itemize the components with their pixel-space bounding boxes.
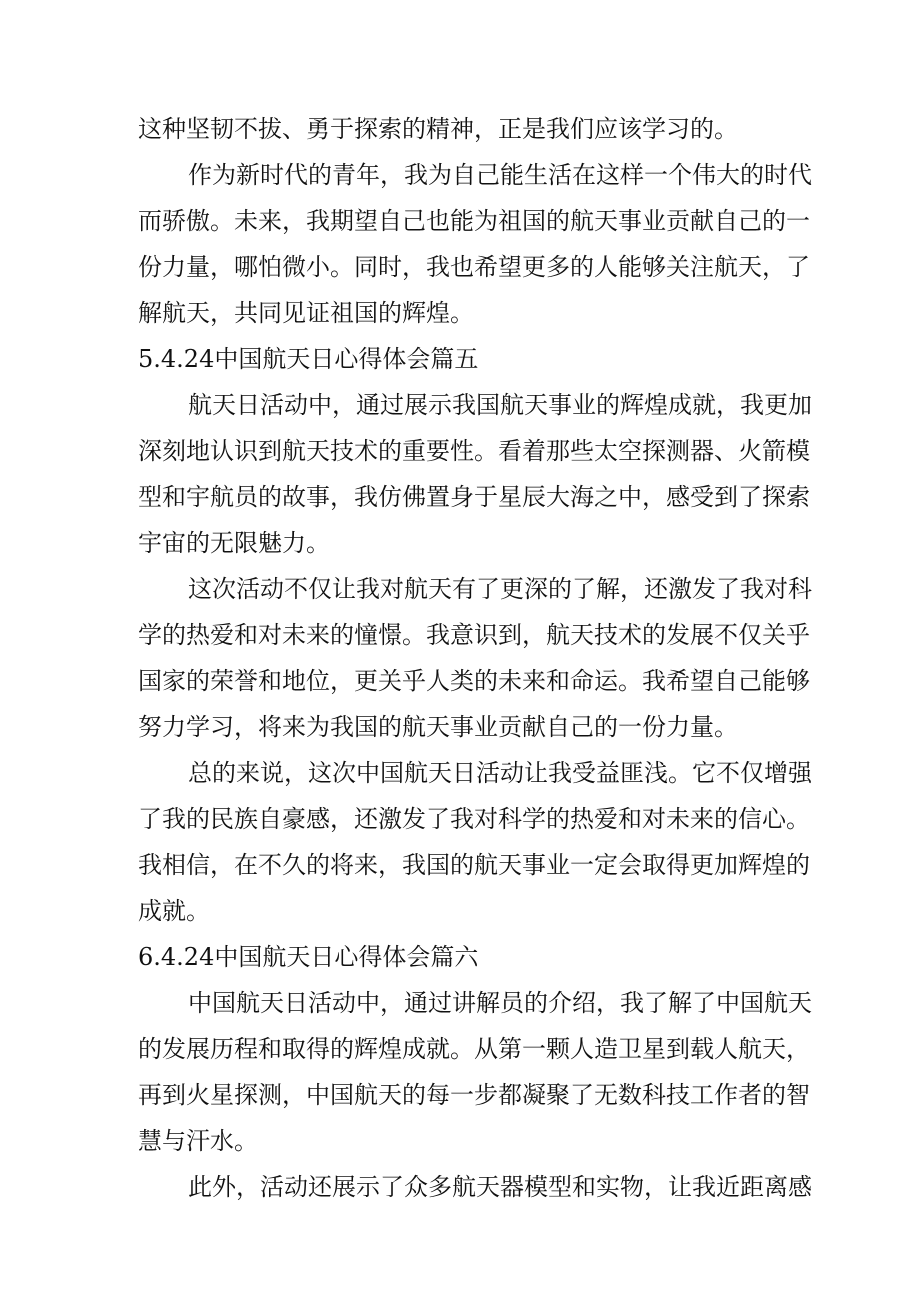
paragraph bbox=[138, 750, 812, 934]
text-line: 成就。 bbox=[138, 897, 210, 925]
text-line: 解航天，共同见证祖国的辉煌。 bbox=[138, 299, 474, 327]
heading-text: 5.4.24中国航天日心得体会篇五 bbox=[138, 345, 479, 373]
text-line: 国家的荣誉和地位，更关乎人类的未来和命运。我希望自己能够 bbox=[138, 667, 810, 695]
text-line: 作为新时代的青年，我为自己能生活在这样一个伟大的时代 bbox=[188, 161, 812, 189]
section-heading bbox=[138, 336, 788, 382]
text-line: 而骄傲。未来，我期望自己也能为祖国的航天事业贡献自己的一 bbox=[138, 207, 810, 235]
text-line: 型和宇航员的故事，我仿佛置身于星辰大海之中，感受到了探索 bbox=[138, 483, 810, 511]
paragraph bbox=[138, 382, 812, 566]
paragraph bbox=[138, 152, 812, 336]
text-line: 再到火星探测，中国航天的每一步都凝聚了无数科技工作者的智 bbox=[138, 1081, 810, 1109]
paragraph bbox=[138, 566, 812, 750]
text-line: 宇宙的无限魅力。 bbox=[138, 529, 330, 557]
text-line: 的发展历程和取得的辉煌成就。从第一颗人造卫星到载人航天， bbox=[138, 1035, 810, 1063]
text-line: 努力学习，将来为我国的航天事业贡献自己的一份力量。 bbox=[138, 713, 738, 741]
text-line: 此外，活动还展示了众多航天器模型和实物，让我近距离感 bbox=[188, 1173, 812, 1201]
text-line: 慧与汗水。 bbox=[138, 1127, 258, 1155]
text-line: 中国航天日活动中，通过讲解员的介绍，我了解了中国航天 bbox=[188, 989, 812, 1017]
document-page bbox=[138, 106, 812, 1210]
paragraph bbox=[138, 1164, 812, 1210]
text-line: 学的热爱和对未来的憧憬。我意识到，航天技术的发展不仅关乎 bbox=[138, 621, 810, 649]
text-line: 航天日活动中，通过展示我国航天事业的辉煌成就，我更加 bbox=[188, 391, 812, 419]
text-line: 我相信，在不久的将来，我国的航天事业一定会取得更加辉煌的 bbox=[138, 851, 810, 879]
paragraph bbox=[138, 106, 788, 152]
heading-text: 6.4.24中国航天日心得体会篇六 bbox=[138, 943, 479, 971]
text-line: 深刻地认识到航天技术的重要性。看着那些太空探测器、火箭模 bbox=[138, 437, 810, 465]
section-heading bbox=[138, 934, 788, 980]
text-line: 这种坚韧不拔、勇于探索的精神，正是我们应该学习的。 bbox=[138, 115, 738, 143]
text-line: 这次活动不仅让我对航天有了更深的了解，还激发了我对科 bbox=[188, 575, 812, 603]
paragraph bbox=[138, 980, 812, 1164]
text-line: 了我的民族自豪感，还激发了我对科学的热爱和对未来的信心。 bbox=[138, 805, 810, 833]
text-line: 份力量，哪怕微小。同时，我也希望更多的人能够关注航天，了 bbox=[138, 253, 810, 281]
text-line: 总的来说，这次中国航天日活动让我受益匪浅。它不仅增强 bbox=[188, 759, 812, 787]
